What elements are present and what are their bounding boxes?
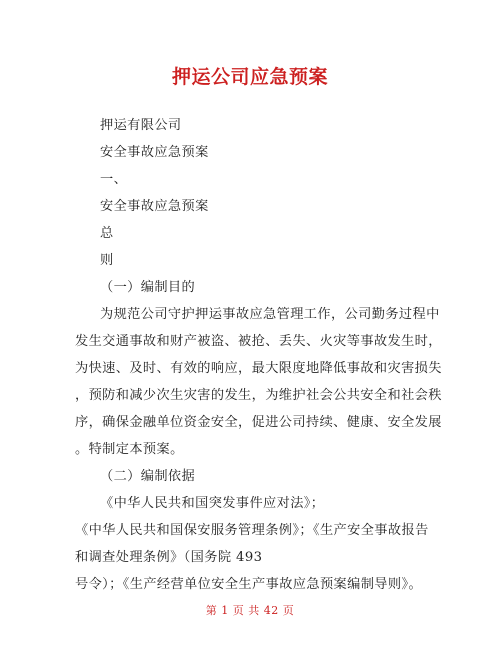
document-title: 押运公司应急预案: [171, 66, 328, 88]
body-paragraph-line: 。特制定本预案。: [75, 442, 184, 457]
plan-name-line: 安全事故应急预案: [100, 145, 209, 160]
section-number-line: 一、: [100, 172, 128, 187]
general-heading-line-1: 总: [100, 226, 114, 241]
page-footer: 第 1 页 共 42 页: [205, 604, 295, 617]
body-paragraph-line: 为规范公司守护押运事故应急管理工作，公司勤务过程中: [100, 307, 440, 322]
subsection-basis-heading: （二）编制依据: [100, 469, 196, 484]
subsection-purpose-heading: （一）编制目的: [100, 280, 196, 295]
basis-line: 《中华人民共和国保安服务管理条例》；《生产安全事故报告: [75, 523, 429, 538]
basis-line: 号令）；《生产经营单位安全生产事故应急预案编制导则》。: [75, 577, 423, 592]
body-paragraph-line: 序，确保金融单位资金安全，促进公司持续、健康、安全发展: [75, 415, 442, 430]
company-name-line: 押运有限公司: [100, 118, 182, 133]
section-heading-line: 安全事故应急预案: [100, 199, 209, 214]
basis-line: 《中华人民共和国突发事件应对法》；: [100, 496, 325, 511]
body-paragraph-line: ，预防和减少次生灾害的发生，为维护社会公共安全和社会秩: [75, 388, 442, 403]
body-paragraph-line: 为快速、及时、有效的响应，最大限度地降低事故和灾害损失: [75, 361, 442, 376]
body-paragraph-line: 发生交通事故和财产被盗、被抢、丢失、火灾等事故发生时，: [75, 334, 442, 349]
general-heading-line-2: 则: [100, 253, 114, 268]
basis-line: 和调查处理条例》（国务院 493: [75, 550, 263, 565]
